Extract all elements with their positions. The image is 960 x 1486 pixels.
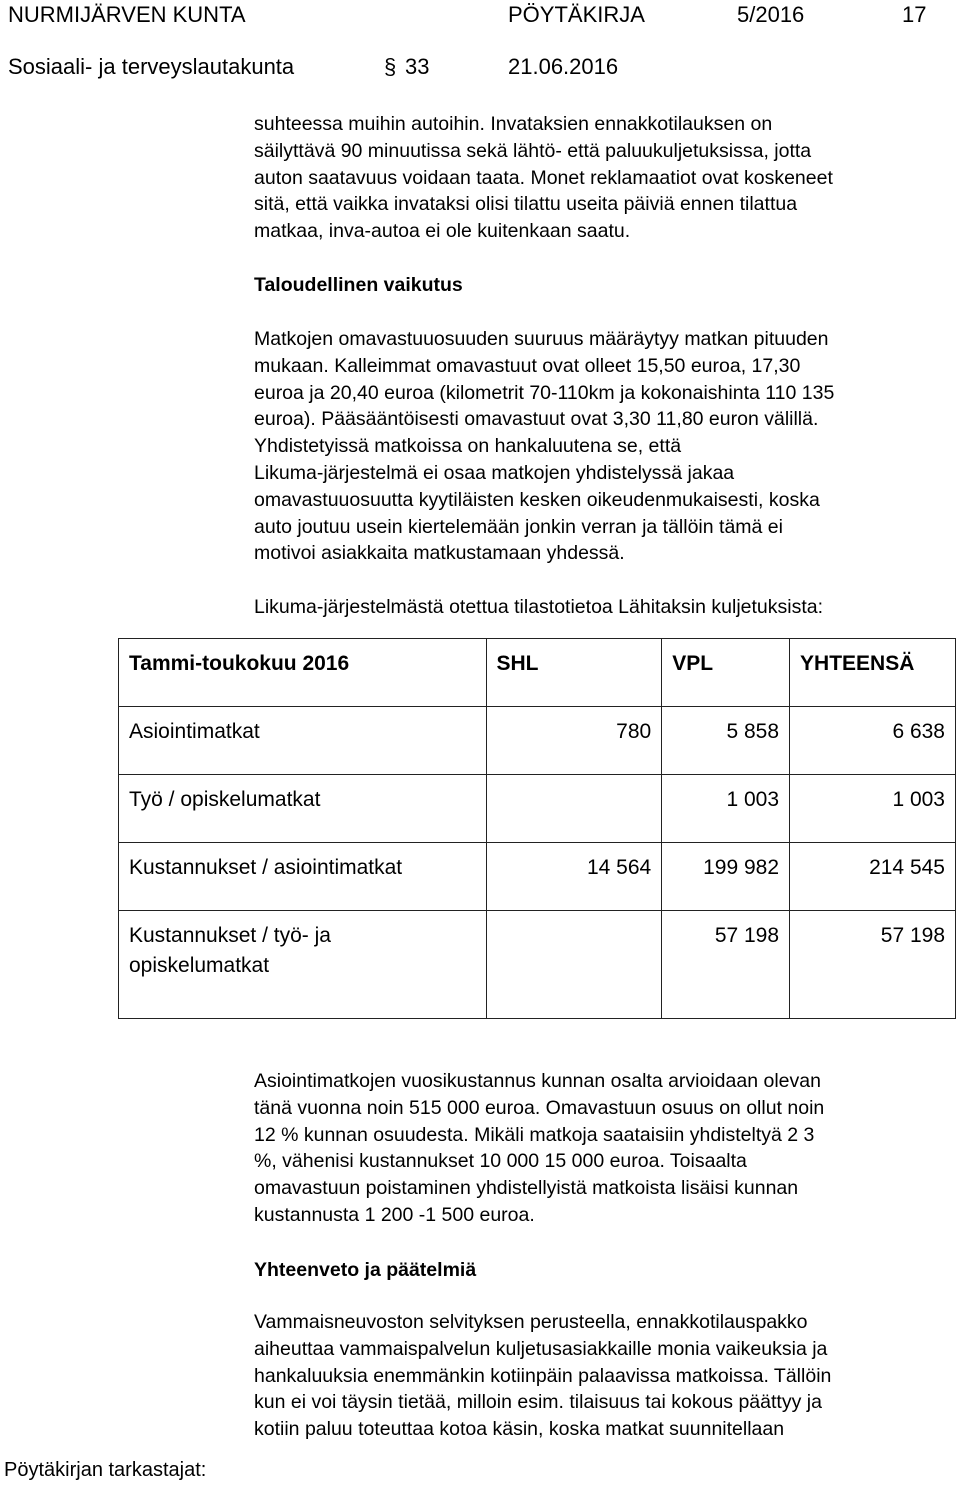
text-line: aiheuttaa vammaispalvelun kuljetusasiakkaille monia vaikeuksia ja bbox=[254, 1337, 828, 1360]
table-row bbox=[119, 775, 956, 843]
text-line: sitä, että vaikka invataksi olisi tilattu useita päiviä ennen tilattua bbox=[254, 193, 798, 216]
section-number: 33 bbox=[405, 54, 430, 79]
economic-paragraph bbox=[254, 326, 954, 567]
table-header-row bbox=[119, 639, 956, 707]
table-row bbox=[119, 911, 956, 1019]
text-line: kustannusta 1 200 -1 500 euroa. bbox=[254, 1203, 535, 1226]
row-label: Kustannukset / asiointimatkat bbox=[119, 843, 487, 911]
column-header: VPL bbox=[662, 639, 790, 707]
page-number: 17 bbox=[902, 2, 927, 27]
table-cell: 5 858 bbox=[662, 707, 790, 775]
reviewers-label: Pöytäkirjan tarkastajat: bbox=[4, 1459, 207, 1481]
text-line: Likuma-järjestelmä ei osaa matkojen yhdistelyssä jakaa bbox=[254, 461, 735, 484]
row-label-line: Kustannukset / työ- ja bbox=[129, 924, 331, 947]
summary-paragraph bbox=[254, 1309, 954, 1443]
text-line: auto joutuu usein kiertelemään jonkin verran ja tällöin tämä ei bbox=[254, 515, 783, 538]
economic-heading: Taloudellinen vaikutus bbox=[254, 274, 463, 296]
table-cell: 57 198 bbox=[662, 911, 790, 1019]
text-line: suhteessa muihin autoihin. Invataksien ennakkotilauksen on bbox=[254, 113, 773, 135]
table-row bbox=[119, 843, 956, 911]
document-number: 5/2016 bbox=[737, 2, 805, 27]
text-line: euroa ja 20,40 euroa (kilometrit 70-110km ja kokonaishinta 110 135 bbox=[254, 381, 835, 404]
table-cell: 1 003 bbox=[790, 775, 956, 843]
meeting-date: 21.06.2016 bbox=[508, 54, 619, 79]
text-line: mukaan. Kalleimmat omavastuut ovat olleet 15,50 euroa, 17,30 bbox=[254, 354, 801, 377]
row-label-line: opiskelumatkat bbox=[129, 954, 270, 977]
table-row bbox=[119, 707, 956, 775]
text-line: %, vähenisi kustannukset 10 000 15 000 euroa. Toisaalta bbox=[254, 1150, 747, 1173]
text-line: säilyttävä 90 minuutissa sekä lähtö- että paluukuljetuksissa, jotta bbox=[254, 139, 812, 162]
table-cell: 1 003 bbox=[662, 775, 790, 843]
text-line: euroa). Pääsääntöisesti omavastuut ovat 3,30 11,80 euron välillä. bbox=[254, 408, 819, 431]
text-line: matkaa, inva-autoa ei ole kuitenkaan saatu. bbox=[254, 220, 631, 243]
column-header: Tammi-toukokuu 2016 bbox=[119, 639, 487, 707]
text-line: Yhdistetyissä matkoissa on hankaluutena se, että bbox=[254, 435, 682, 458]
table-cell: 780 bbox=[486, 707, 662, 775]
text-line: kun ei voi täysin tietää, milloin esim. tilaisuus tai kokous päättyy ja bbox=[254, 1391, 822, 1414]
table-cell bbox=[486, 911, 662, 1019]
summary-heading: Yhteenveto ja päätelmiä bbox=[254, 1259, 477, 1281]
row-label: Asiointimatkat bbox=[119, 707, 487, 775]
column-header: YHTEENSÄ bbox=[790, 639, 956, 707]
municipality-name: NURMIJÄRVEN KUNTA bbox=[8, 2, 246, 27]
text-line: Matkojen omavastuuosuuden suuruus määräytyy matkan pituuden bbox=[254, 328, 829, 350]
table-cell: 6 638 bbox=[790, 707, 956, 775]
text-line: Vammaisneuvoston selvityksen perusteella, ennakkotilauspakko bbox=[254, 1311, 808, 1333]
column-header: SHL bbox=[486, 639, 662, 707]
document-type: PÖYTÄKIRJA bbox=[508, 2, 645, 27]
text-line: kotiin paluu toteuttaa kotoa käsin, koska matkat suunnitellaan bbox=[254, 1418, 785, 1441]
intro-paragraph bbox=[254, 111, 954, 245]
stats-intro: Likuma-järjestelmästä otettua tilastotietoa Lähitaksin kuljetuksista: bbox=[254, 596, 824, 618]
table-cell: 14 564 bbox=[486, 843, 662, 911]
table-cell: 214 545 bbox=[790, 843, 956, 911]
text-line: Asiointimatkojen vuosikustannus kunnan osalta arvioidaan olevan bbox=[254, 1070, 821, 1092]
table-cell: 199 982 bbox=[662, 843, 790, 911]
cost-paragraph bbox=[254, 1068, 954, 1229]
board-name: Sosiaali- ja terveyslautakunta bbox=[8, 54, 295, 79]
table-cell bbox=[486, 775, 662, 843]
statistics-table bbox=[118, 638, 956, 1019]
table-cell: 57 198 bbox=[790, 911, 956, 1019]
row-label bbox=[119, 911, 487, 1019]
text-line: auton saatavuus voidaan taata. Monet reklamaatiot ovat koskeneet bbox=[254, 166, 833, 189]
text-line: hankaluuksia enemmänkin kotiinpäin palaavissa matkoissa. Tällöin bbox=[254, 1364, 832, 1387]
text-line: tänä vuonna noin 515 000 euroa. Omavastuun osuus on ollut noin bbox=[254, 1096, 825, 1119]
text-line: motivoi asiakkaita matkustamaan yhdessä. bbox=[254, 542, 625, 565]
text-line: omavastuun poistaminen yhdistellyistä matkoista lisäisi kunnan bbox=[254, 1177, 799, 1200]
text-line: 12 % kunnan osuudesta. Mikäli matkoja saataisiin yhdisteltyä 2 3 bbox=[254, 1123, 815, 1146]
text-line: omavastuuosuutta kyytiläisten kesken oikeudenmukaisesti, koska bbox=[254, 488, 820, 511]
section-symbol: § bbox=[384, 54, 397, 79]
row-label: Työ / opiskelumatkat bbox=[119, 775, 487, 843]
